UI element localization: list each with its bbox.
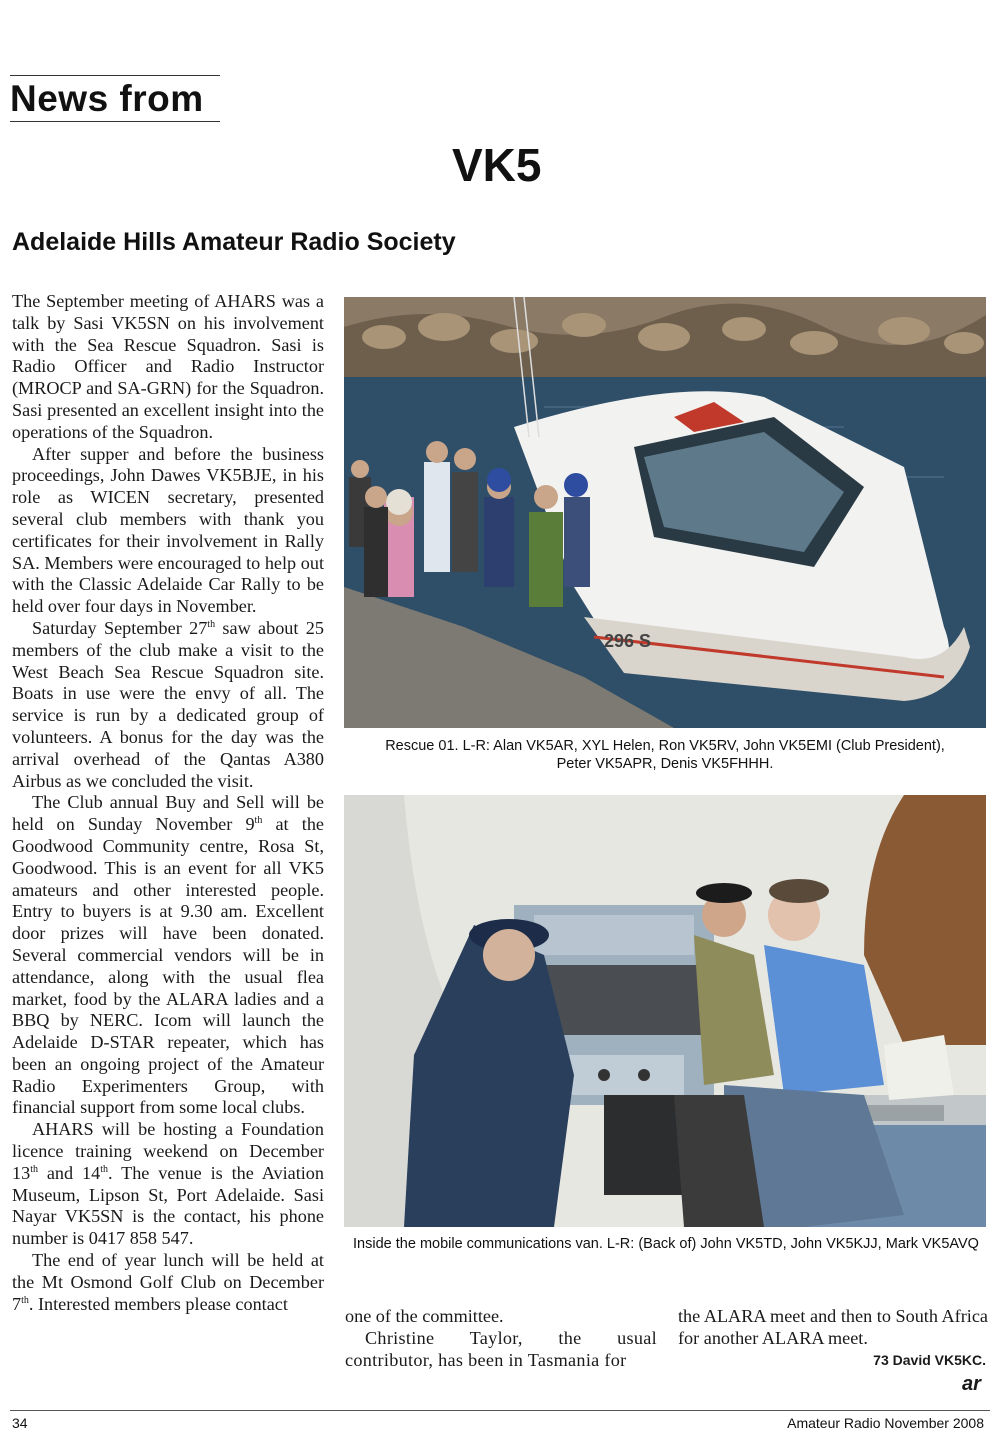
article-paragraph: one of the committee. <box>345 1306 504 1326</box>
article-signature: 73 David VK5KC. <box>873 1352 986 1368</box>
header-rule-top <box>10 75 220 76</box>
ar-end-mark: ar <box>962 1373 981 1395</box>
article-body-right <box>678 1306 988 1350</box>
footer-rule <box>10 1410 990 1411</box>
van-photo-caption: Inside the mobile communications van. L-R: (Back of) John VK5TD, John VK5KJJ, Mark VK5AVQ <box>353 1236 979 1252</box>
article-paragraph: The end of year lunch will be held at the Mt Osmond Golf Club on December 7th. Interested members please contact <box>12 1250 324 1314</box>
article-paragraph: Saturday September 27th saw about 25 members of the club make a visit to the West Beach Sea Rescue Squadron site. Boats in use were the envy of all. The service is run by a dedicated group of volunteers. A bonus for the day was the arrival overhead of the Qantas A380 Airbus as we concluded the visit. <box>12 617 324 791</box>
section-title: VK5 <box>452 139 542 191</box>
header-rule-bottom <box>10 121 220 122</box>
article-paragraph: The Club annual Buy and Sell will be held on Sunday November 9th at the Goodwood Community centre, Rosa St, Goodwood. This is an event for all VK5 amateurs and other interested people. Entry to buyers is at 9.30 am. Excellent door prizes will have been donated. Several commercial vendors will be in attendance, along with the usual flea market, food by the ALARA ladies and a BBQ by NERC. Icom will launch the Adelaide D-STAR repeater, which has been an ongoing project of the Amateur Radio Experimenters Group, with financial support from some local clubs. <box>12 792 324 1118</box>
article-body-middle <box>345 1306 657 1371</box>
page-number: 34 <box>12 1415 28 1431</box>
rescue-boat-photo <box>344 297 986 728</box>
article-paragraph: After supper and before the business proceedings, John Dawes VK5BJE, in his role as WICEN secretary, presented several club members with thank you certificates for their involvement in Rally SA. Members were encouraged to help out with the Classic Adelaide Car Rally to be held over four days in November. <box>12 443 324 617</box>
boat-hull-text: 296 S <box>604 631 652 651</box>
van-interior-photo <box>344 795 986 1227</box>
article-body-left <box>12 291 324 1315</box>
publication-footer: Amateur Radio November 2008 <box>787 1415 984 1431</box>
news-from-title: News from <box>10 78 204 119</box>
rescue-photo-caption: Rescue 01. L-R: Alan VK5AR, XYL Helen, Ron VK5RV, John VK5EMI (Club President), Peter VK5APR, Denis VK5FHHH. <box>385 738 945 772</box>
article-paragraph: The September meeting of AHARS was a talk by Sasi VK5SN on his involvement with the Sea Rescue Squadron. Sasi is Radio Officer and Radio Instructor (MROCP and SA-GRN) for the Squadron. Sasi presented an excellent insight into the operations of the Squadron. <box>12 291 324 442</box>
article-heading: Adelaide Hills Amateur Radio Society <box>12 228 456 256</box>
article-paragraph: the ALARA meet and then to South Africa for another ALARA meet. <box>678 1306 988 1348</box>
article-paragraph: AHARS will be hosting a Foundation licence training weekend on December 13th and 14th. The venue is the Aviation Museum, Lipson St, Port Adelaide. Sasi Nayar VK5SN is the contact, his phone number is 0417 858 547. <box>12 1119 324 1249</box>
article-paragraph: Christine Taylor, the usual contributor, has been in Tasmania for <box>345 1327 657 1370</box>
